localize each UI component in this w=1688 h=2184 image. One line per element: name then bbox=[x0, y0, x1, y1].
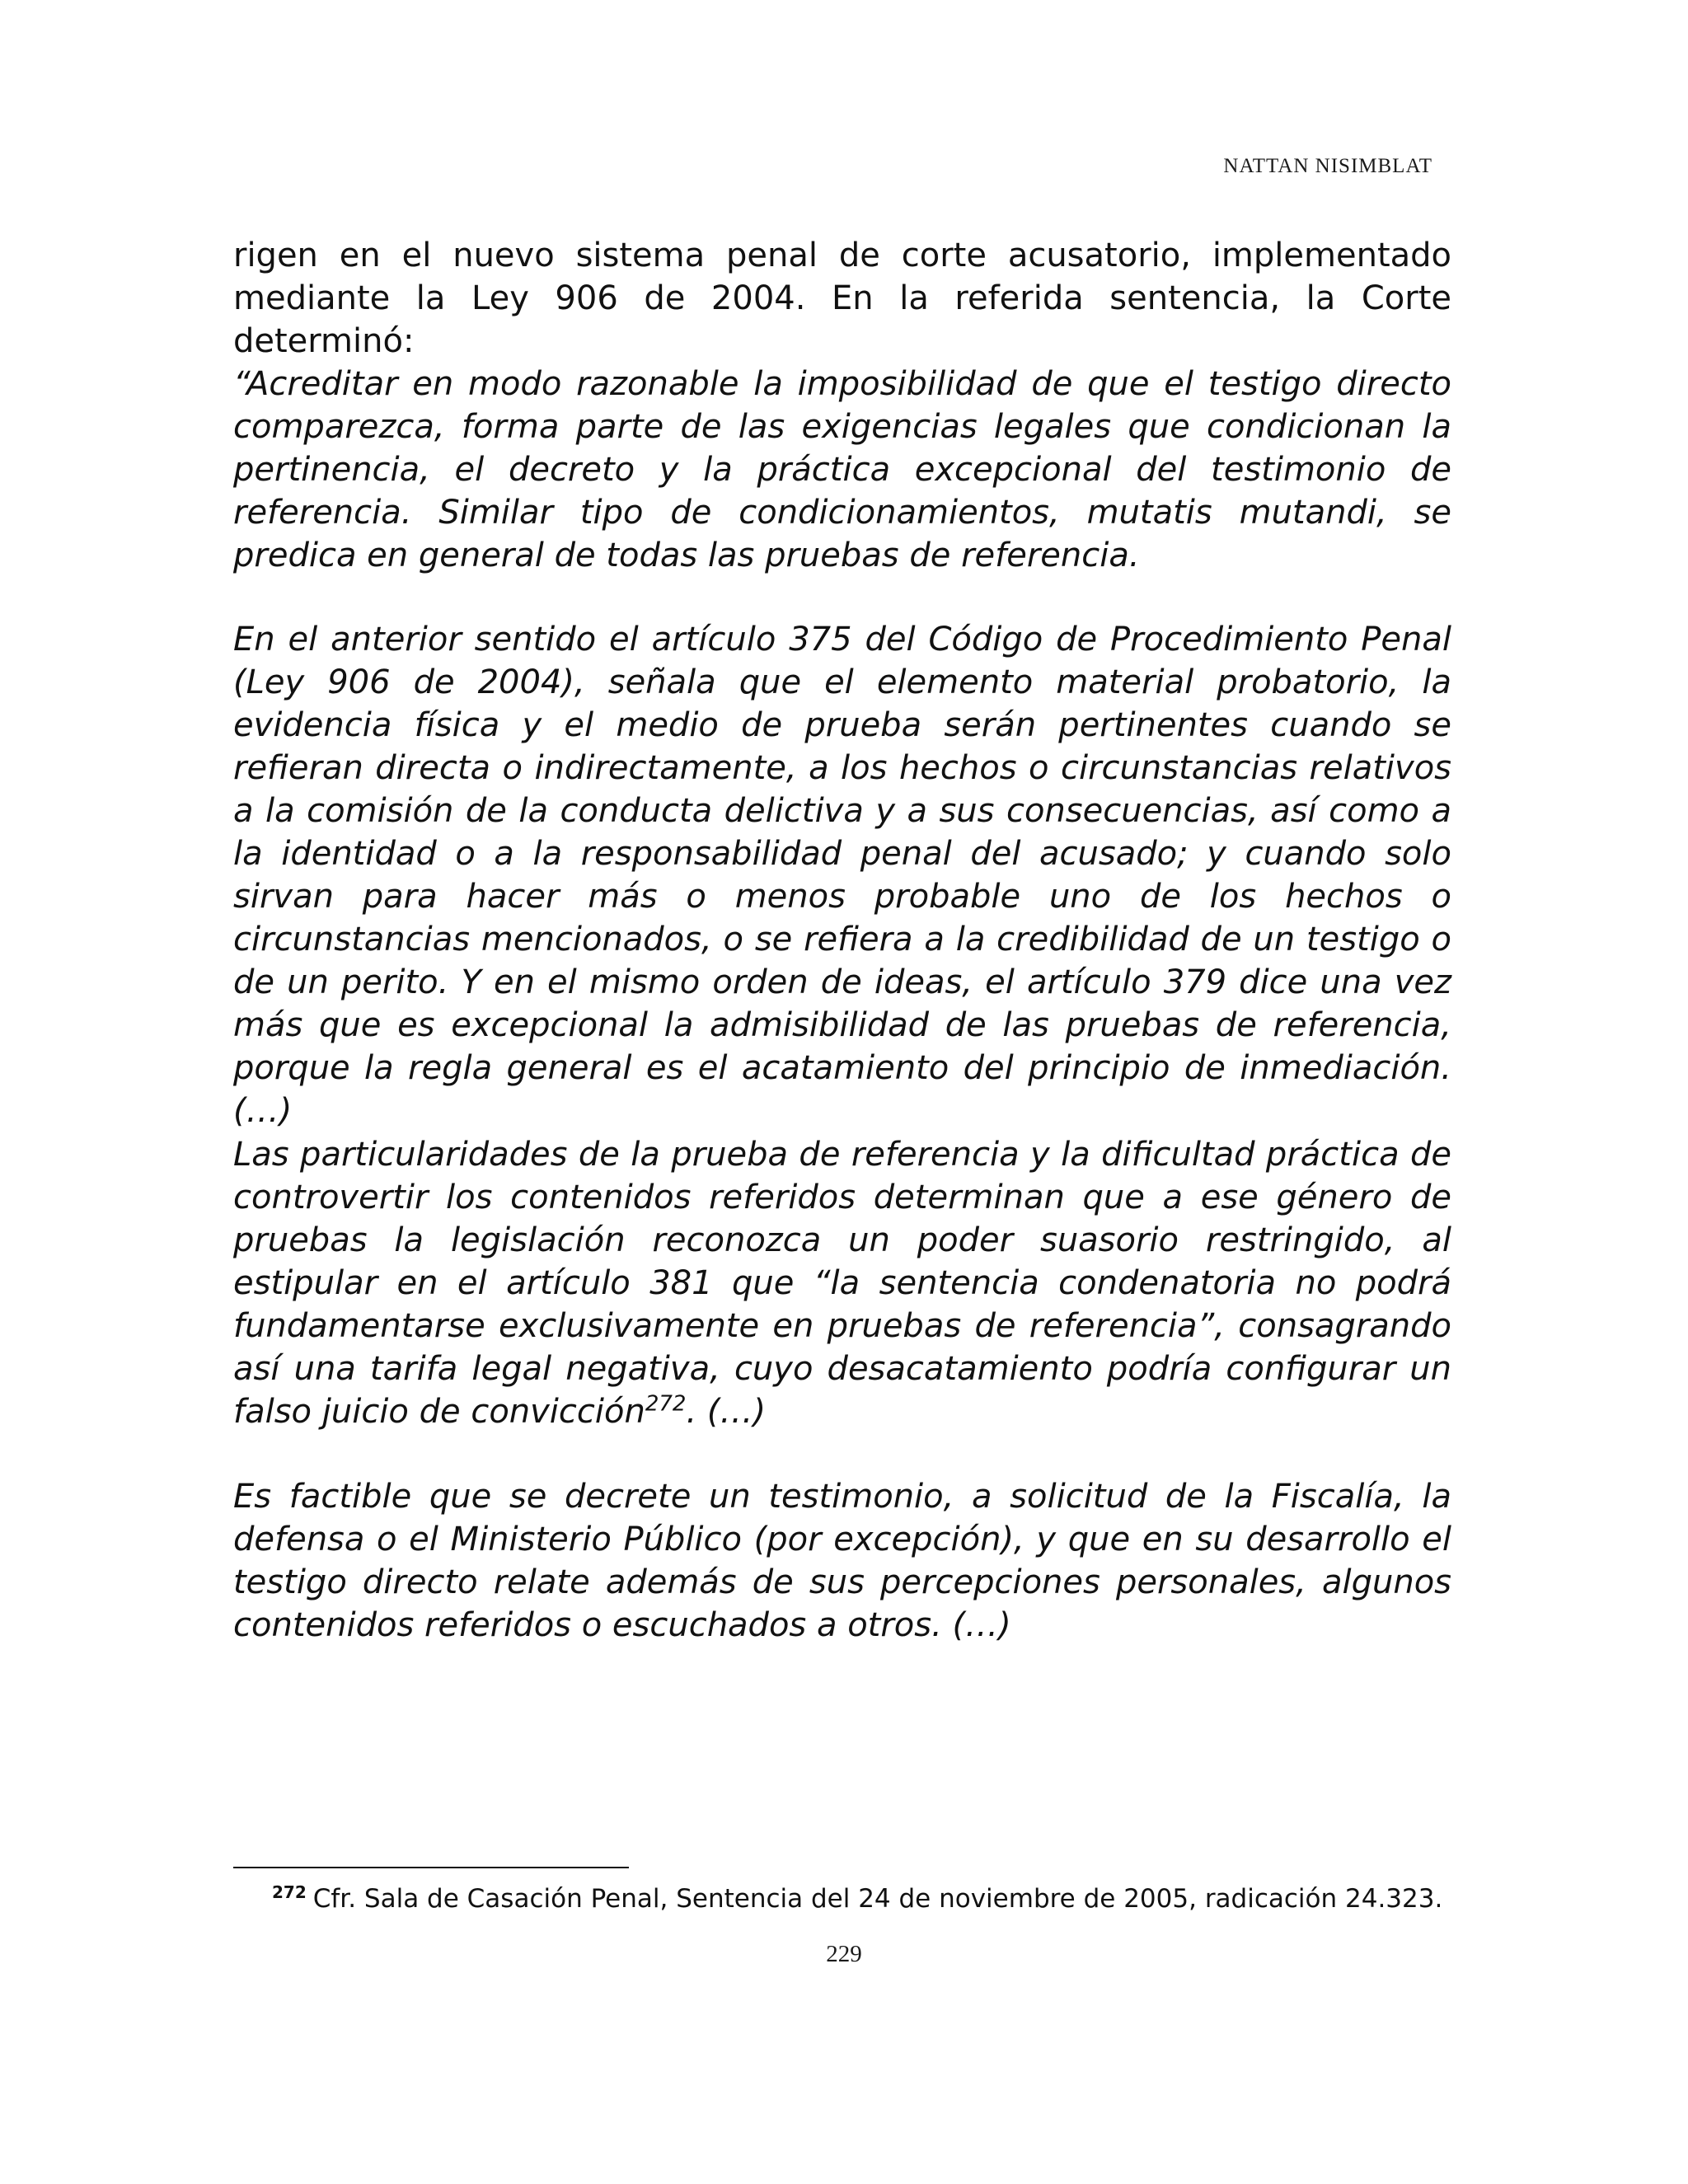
page-number: 229 bbox=[826, 1941, 862, 1967]
running-header: NATTAN NISIMBLAT bbox=[1223, 155, 1432, 177]
quote-paragraph-3-text: Las particularidades de la prueba de referencia y la dificultad práctica de controvertir los contenidos referidos determinan que a ese género de pruebas la legislación reconozca un poder suasorio restringido, al estipular en el artículo 381 que “la sentencia condenatoria no podrá fundamentarse exclusivamente en pruebas de referencia”, consagrando así una tarifa legal negativa, cuyo desacatamiento podría configurar un falso juicio de convicción bbox=[233, 1136, 1451, 1431]
footnote-reference[interactable]: 272 bbox=[645, 1391, 687, 1417]
quote-paragraph-3 bbox=[233, 1133, 1451, 1433]
intro-paragraph: rigen en el nuevo sistema penal de corte acusatorio, implementado mediante la Ley 906 de 2004. En la referida sentencia, la Corte determinó: bbox=[233, 237, 1451, 360]
quote-paragraph-1: “Acreditar en modo razonable la imposibilidad de que el testigo directo comparezca, forma parte de las exigencias legales que condicionan la pertinencia, el decreto y la práctica excepcional del testimonio de referencia. Similar tipo de condicionamientos, mutatis mutandi, se predica en general de todas las pruebas de referencia. bbox=[233, 365, 1451, 574]
footnote-separator bbox=[233, 1867, 629, 1868]
quote-paragraph-2: En el anterior sentido el artículo 375 del Código de Procedimiento Penal (Ley 906 de 2004), señala que el elemento material probatorio, la evidencia física y el medio de prueba serán pertinentes cuando se refieran directa o indirectamente, a los hechos o circunstancias relativos a la comisión de la conducta delictiva y a sus consecuencias, así como a la identidad o a la responsabilidad penal del acusado; y cuando solo sirvan para hacer más o menos probable uno de los hechos o circunstancias mencionados, o se refiera a la credibilidad de un testigo o de un perito. Y en el mismo orden de ideas, el artículo 379 dice una vez más que es excepcional la admisibilidad de las pruebas de referencia, porque la regla general es el acatamiento del principio de inmediación. (…) bbox=[233, 621, 1451, 1130]
footnote-number: 272 bbox=[272, 1882, 307, 1902]
quote-paragraph-4: Es factible que se decrete un testimonio, a solicitud de la Fiscalía, la defensa o el Ministerio Público (por excepción), y que en su desarrollo el testigo directo relate además de sus percepciones personales, algunos contenidos referidos o escuchados a otros. (…) bbox=[233, 1478, 1451, 1644]
footnote-text: Cfr. Sala de Casación Penal, Sentencia del 24 de noviembre de 2005, radicación 24.323. bbox=[312, 1884, 1443, 1914]
footnote bbox=[272, 1882, 1451, 1916]
quote-paragraph-3-tail: . (…) bbox=[686, 1393, 767, 1431]
